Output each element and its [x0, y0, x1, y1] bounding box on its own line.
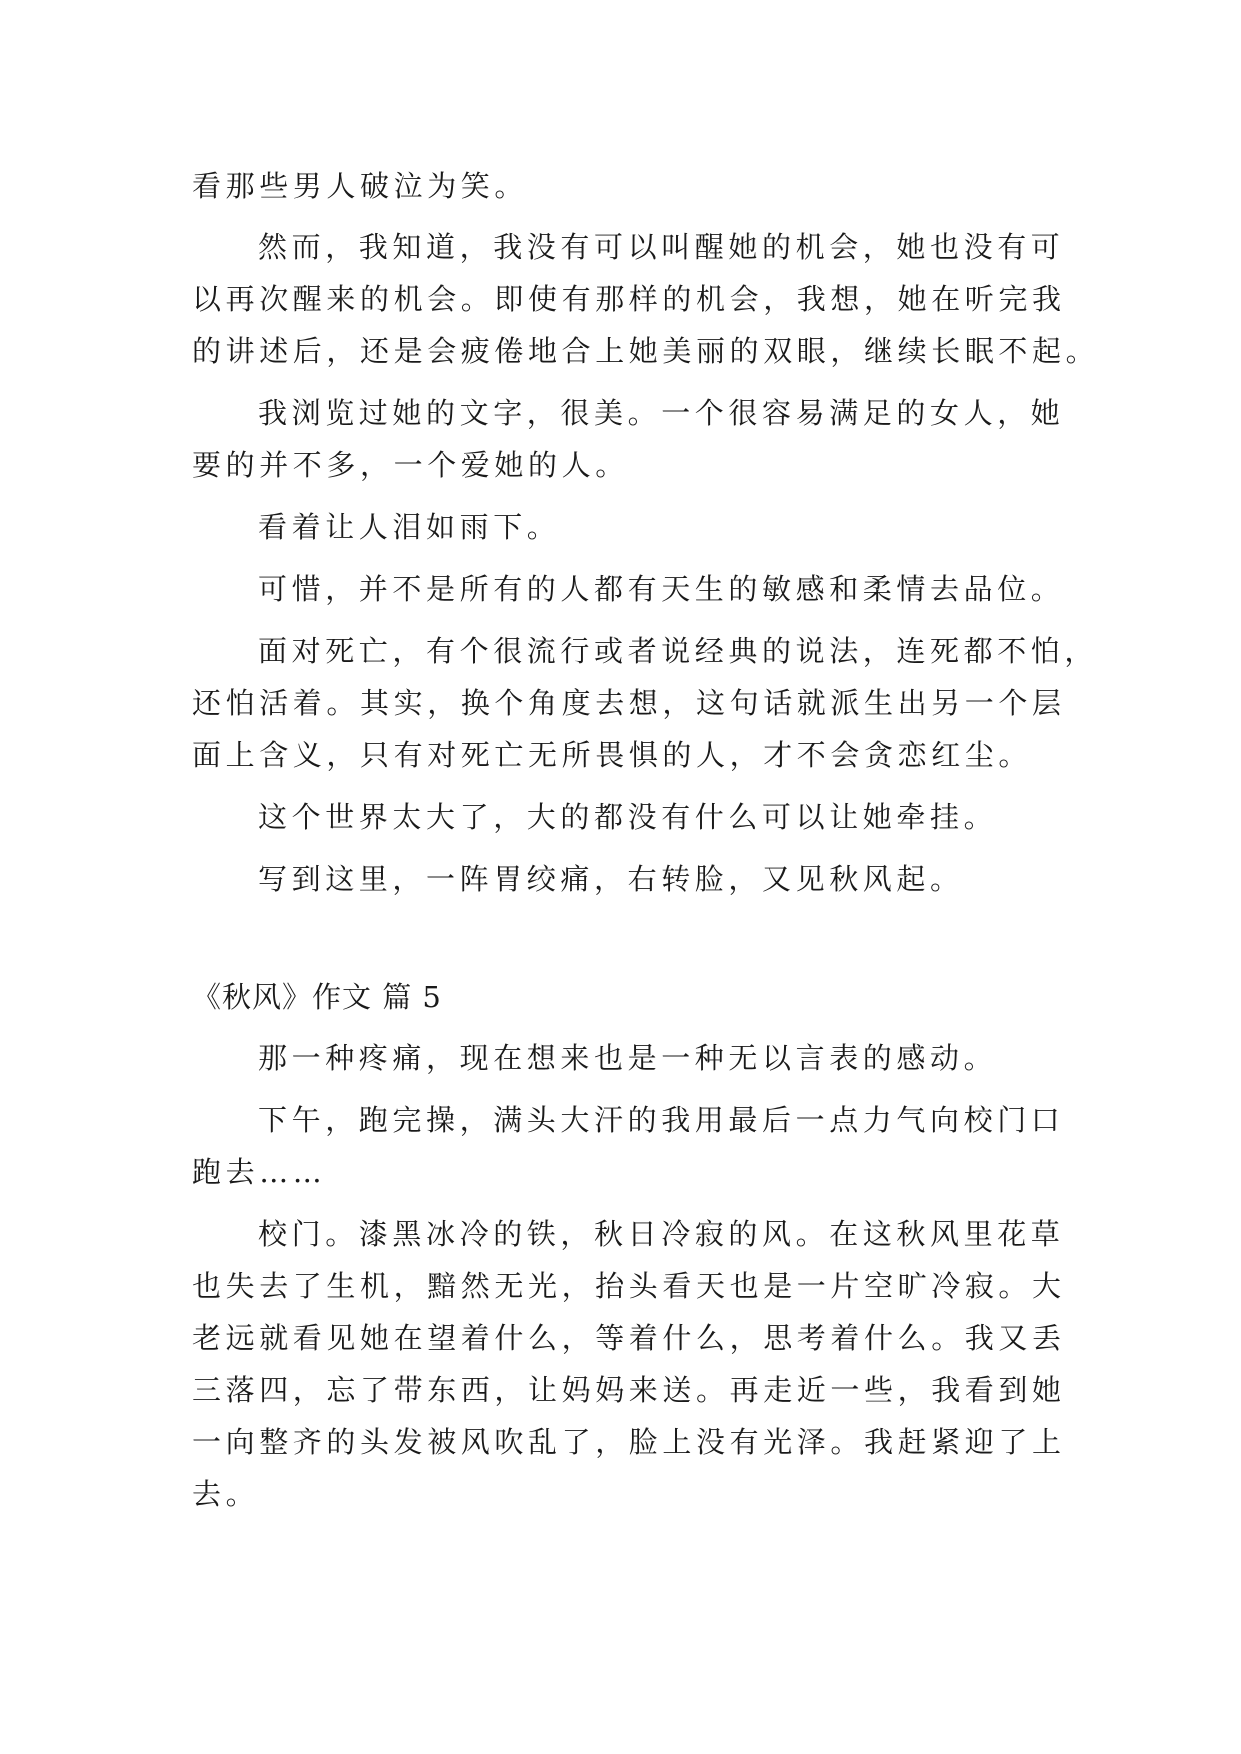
text-line: 面上含义，只有对死亡无所畏惧的人，才不会贪恋红尘。 [192, 738, 1033, 772]
text-line: 也失去了生机，黯然无光，抬头看天也是一片空旷冷寂。大 [192, 1269, 1066, 1303]
text-line: 跑去…… [192, 1155, 327, 1189]
paragraph-start: 面对死亡，有个很流行或者说经典的说法，连死都不怕， [258, 634, 1099, 668]
section-heading: 《秋风》作文 篇 5 [192, 980, 442, 1014]
text-line: 一向整齐的头发被风吹乱了，脸上没有光泽。我赶紧迎了上 [192, 1425, 1066, 1459]
paragraph-start: 写到这里，一阵胃绞痛，右转脸，又见秋风起。 [258, 862, 964, 896]
paragraph-start: 校门。漆黑冰冷的铁，秋日冷寂的风。在这秋风里花草 [258, 1217, 1065, 1251]
text-line: 老远就看见她在望着什么，等着什么，思考着什么。我又丢 [192, 1321, 1066, 1355]
text-line: 还怕活着。其实，换个角度去想，这句话就派生出另一个层 [192, 686, 1066, 720]
paragraph-start: 我浏览过她的文字，很美。一个很容易满足的女人，她 [258, 396, 1065, 430]
text-line: 三落四，忘了带东西，让妈妈来送。再走近一些，我看到她 [192, 1373, 1066, 1407]
paragraph-start: 看着让人泪如雨下。 [258, 510, 561, 544]
text-line: 去。 [192, 1477, 260, 1511]
text-line: 以再次醒来的机会。即使有那样的机会，我想，她在听完我 [192, 282, 1066, 316]
text-line: 的讲述后，还是会疲倦地合上她美丽的双眼，继续长眠不起。 [192, 334, 1100, 368]
paragraph-start: 这个世界太大了，大的都没有什么可以让她牵挂。 [258, 800, 998, 834]
text-line: 看那些男人破泣为笑。 [192, 169, 529, 203]
paragraph-start: 然而，我知道，我没有可以叫醒她的机会，她也没有可 [258, 230, 1065, 264]
paragraph-start: 下午，跑完操，满头大汗的我用最后一点力气向校门口 [258, 1103, 1065, 1137]
paragraph-start: 可惜，并不是所有的人都有天生的敏感和柔情去品位。 [258, 572, 1065, 606]
text-line: 要的并不多，一个爱她的人。 [192, 448, 629, 482]
paragraph-start: 那一种疼痛，现在想来也是一种无以言表的感动。 [258, 1041, 998, 1075]
